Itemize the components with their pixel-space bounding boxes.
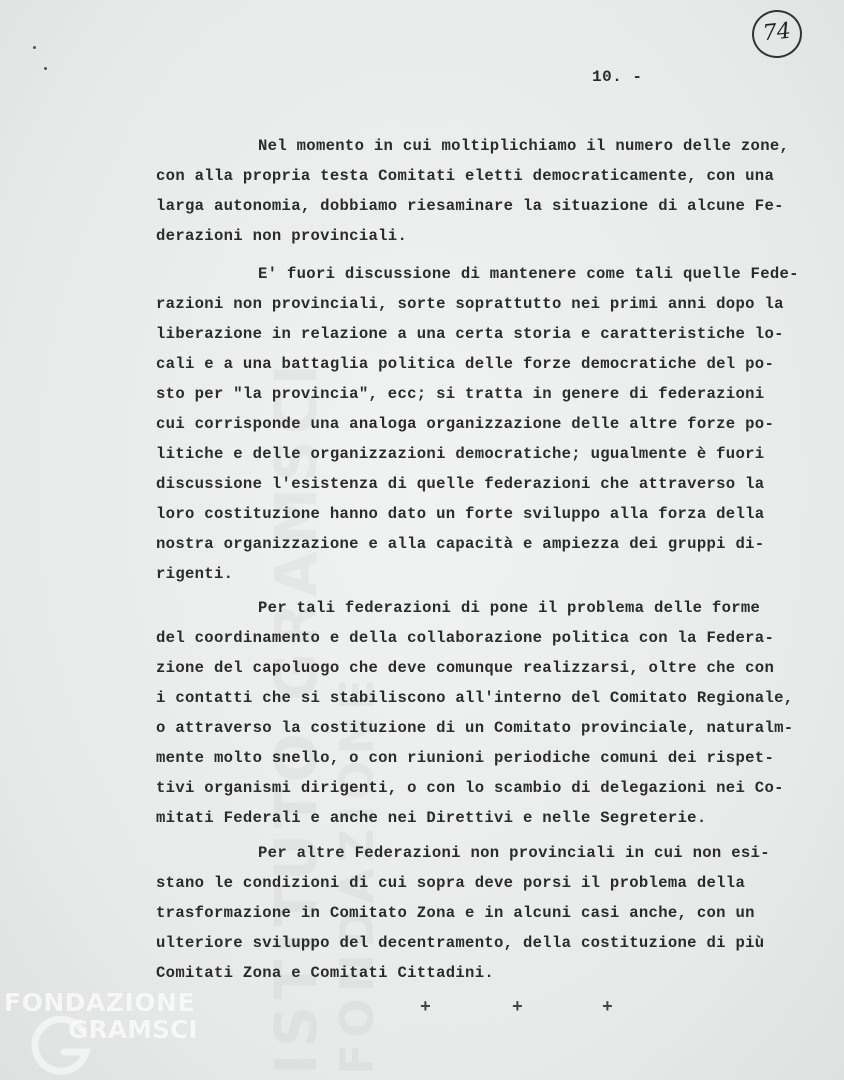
text-line: litiche e delle organizzazioni democratiche; ugualmente è fuori bbox=[156, 445, 765, 463]
text-line: Comitati Zona e Comitati Cittadini. bbox=[156, 964, 495, 982]
logo-text-gramsci: GRAMSCI bbox=[68, 1015, 198, 1044]
closing-mark: + bbox=[420, 998, 431, 1018]
text-line: Nel momento in cui moltiplichiamo il numero delle zone, bbox=[258, 137, 790, 155]
text-line: larga autonomia, dobbiamo riesaminare la situazione di alcune Fe- bbox=[156, 197, 784, 215]
closing-mark: + bbox=[602, 998, 613, 1018]
text-line: loro costituzione hanno dato un forte sviluppo alla forza della bbox=[156, 505, 765, 523]
text-line: ulteriore sviluppo del decentramento, della costituzione di più bbox=[156, 934, 765, 952]
text-line: tivi organismi dirigenti, o con lo scambio di delegazioni nei Co- bbox=[156, 779, 784, 797]
text-line: nostra organizzazione e alla capacità e ampiezza dei gruppi di- bbox=[156, 535, 765, 553]
text-line: cali e a una battaglia politica delle forze democratiche del po- bbox=[156, 355, 775, 373]
text-line: con alla propria testa Comitati eletti democraticamente, con una bbox=[156, 167, 775, 185]
text-line: rigenti. bbox=[156, 565, 234, 583]
paragraph-3 bbox=[156, 593, 816, 833]
text-line: i contatti che si stabiliscono all'interno del Comitato Regionale, bbox=[156, 689, 794, 707]
text-line: sto per "la provincia", ecc; si tratta in genere di federazioni bbox=[156, 385, 765, 403]
text-line: liberazione in relazione a una certa storia e caratteristiche lo- bbox=[156, 325, 784, 343]
text-line: stano le condizioni di cui sopra deve porsi il problema della bbox=[156, 874, 746, 892]
text-line: o attraverso la costituzione di un Comitato provinciale, naturalm- bbox=[156, 719, 794, 737]
logo-text-fondazione: FONDAZIONE bbox=[4, 988, 196, 1017]
paragraph-4 bbox=[156, 838, 816, 988]
text-line: discussione l'esistenza di quelle federazioni che attraverso la bbox=[156, 475, 765, 493]
speck-mark bbox=[44, 67, 47, 70]
text-line: razioni non provinciali, sorte soprattutto nei primi anni dopo la bbox=[156, 295, 784, 313]
text-line: zione del capoluogo che deve comunque realizzarsi, oltre che con bbox=[156, 659, 775, 677]
text-line: mitati Federali e anche nei Direttivi e nelle Segreterie. bbox=[156, 809, 707, 827]
text-line: del coordinamento e della collaborazione politica con la Federa- bbox=[156, 629, 775, 647]
text-line: E' fuori discussione di mantenere come tali quelle Fede- bbox=[258, 265, 799, 283]
archive-number-stamp: 74 bbox=[750, 8, 805, 61]
closing-mark: + bbox=[512, 998, 523, 1018]
page-number: 10. - bbox=[592, 68, 643, 86]
paragraph-2 bbox=[156, 259, 816, 589]
text-line: trasformazione in Comitato Zona e in alcuni casi anche, con un bbox=[156, 904, 755, 922]
fondazione-gramsci-logo bbox=[4, 988, 198, 1044]
text-line: mente molto snello, o con riunioni periodiche comuni dei rispet- bbox=[156, 749, 775, 767]
text-line: Per altre Federazioni non provinciali in cui non esi- bbox=[258, 844, 770, 862]
text-line: derazioni non provinciali. bbox=[156, 227, 408, 245]
text-line: cui corrisponde una analoga organizzazione delle altre forze po- bbox=[156, 415, 775, 433]
text-line: Per tali federazioni di pone il problema delle forme bbox=[258, 599, 761, 617]
paragraph-1 bbox=[156, 131, 816, 251]
speck-mark bbox=[33, 46, 36, 49]
